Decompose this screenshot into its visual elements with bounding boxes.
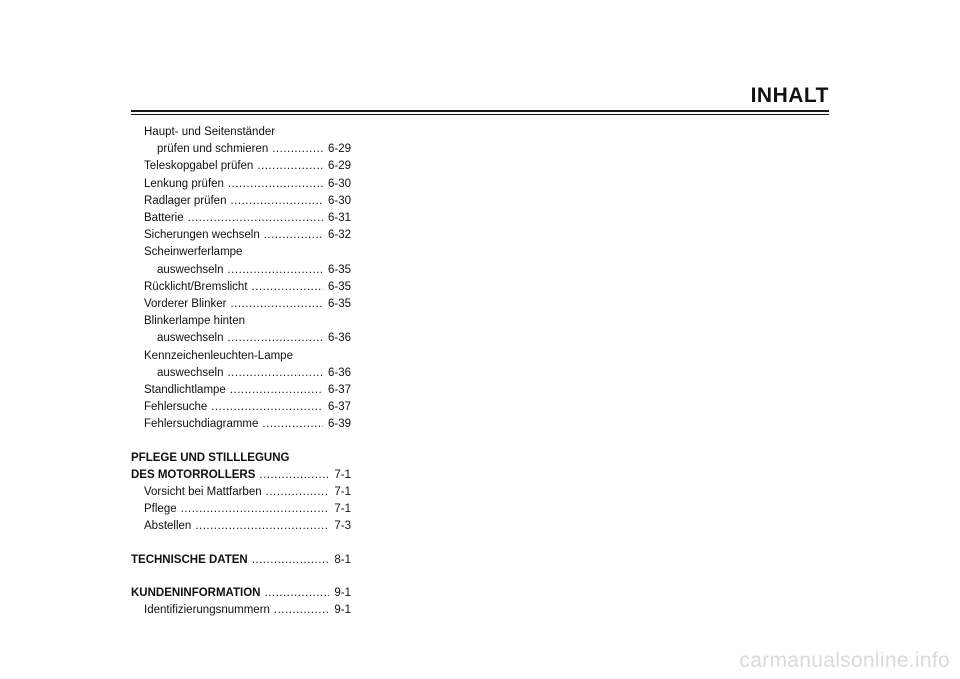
toc-entry[interactable] — [131, 484, 351, 501]
dot-leader — [181, 501, 330, 518]
toc-entry-text: Standlichtlampe — [144, 384, 226, 397]
toc-entry-text: Vorderer Blinker — [144, 298, 227, 311]
toc-entry[interactable] — [131, 296, 351, 313]
toc-entry-text: Vorsicht bei Mattfarben — [144, 486, 262, 499]
toc-page-number: 6-37 — [327, 384, 351, 397]
page-title: INHALT — [750, 84, 829, 107]
toc-entry-title: Scheinwerferlampe — [144, 246, 243, 259]
dot-leader — [188, 210, 323, 227]
toc-entry[interactable] — [131, 262, 351, 279]
toc-page-number: 6-35 — [327, 298, 351, 311]
toc-page-number: 6-30 — [327, 177, 351, 190]
toc-page-number: 7-1 — [334, 468, 351, 481]
dot-leader — [227, 330, 322, 347]
toc-entry[interactable] — [131, 210, 351, 227]
dot-leader — [274, 602, 329, 619]
header-rule-thin — [131, 114, 829, 115]
toc-page-number: 6-31 — [327, 212, 351, 225]
dot-leader — [266, 484, 330, 501]
toc-entry[interactable] — [131, 382, 351, 399]
dot-leader — [262, 416, 323, 433]
toc-chapter-text: KUNDENINFORMATION — [131, 586, 261, 599]
table-of-contents — [131, 124, 351, 619]
toc-entry[interactable] — [131, 279, 351, 296]
toc-chapter[interactable] — [131, 552, 351, 569]
dot-leader — [230, 193, 322, 210]
dot-leader — [227, 262, 322, 279]
dot-leader — [230, 382, 323, 399]
toc-entry-text: prüfen und schmieren — [157, 143, 269, 156]
toc-entry-title: Haupt- und Seitenständer — [144, 126, 276, 138]
dot-leader — [195, 518, 329, 535]
toc-page-number: 6-29 — [327, 143, 351, 156]
toc-entry-text: Lenkung prüfen — [144, 177, 224, 190]
toc-page-number: 6-37 — [327, 401, 351, 414]
section-spacer — [131, 536, 351, 552]
toc-entry[interactable] — [131, 227, 351, 244]
dot-leader — [257, 158, 323, 175]
toc-entry-title: Blinkerlampe hinten — [144, 315, 246, 328]
toc-page-number: 6-30 — [327, 194, 351, 207]
toc-entry-text: Sicherungen wechseln — [144, 229, 260, 242]
toc-chapter[interactable] — [131, 585, 351, 602]
toc-page-number: 9-1 — [334, 604, 351, 617]
toc-page-number: 6-36 — [327, 366, 351, 379]
dot-leader — [264, 227, 323, 244]
dot-leader — [211, 399, 323, 416]
toc-entry[interactable] — [131, 416, 351, 433]
toc-page-number: 9-1 — [334, 586, 351, 599]
dot-leader — [264, 585, 329, 602]
dot-leader — [259, 467, 329, 484]
section-spacer — [131, 434, 351, 450]
toc-entry-text: Batterie — [144, 212, 184, 225]
toc-entry-text: Abstellen — [144, 520, 192, 533]
toc-entry[interactable] — [131, 399, 351, 416]
toc-entry-text: auswechseln — [157, 366, 224, 379]
toc-entry[interactable] — [131, 501, 351, 518]
toc-chapter-text: DES MOTORROLLERS — [131, 468, 256, 481]
toc-page-number: 6-36 — [327, 332, 351, 345]
toc-entry-text: Fehlersuchdiagramme — [144, 418, 259, 431]
toc-page-number: 6-29 — [327, 160, 351, 173]
toc-entry-text: Radlager prüfen — [144, 194, 227, 207]
toc-entry-text: Teleskopgabel prüfen — [144, 160, 254, 173]
toc-page-number: 7-1 — [334, 486, 351, 499]
toc-entry[interactable] — [131, 176, 351, 193]
toc-chapter-title: PFLEGE UND STILLLEGUNG — [131, 451, 290, 464]
toc-entry[interactable] — [131, 141, 351, 158]
toc-entry[interactable] — [131, 158, 351, 175]
toc-entry[interactable] — [131, 330, 351, 347]
toc-entry-text: Rücklicht/Bremslicht — [144, 280, 248, 293]
toc-entry-text: Identifizierungsnummern — [144, 604, 270, 617]
toc-entry-text: Pflege — [144, 503, 177, 516]
watermark: carmanualsonline.info — [739, 649, 950, 672]
header-rule — [131, 110, 829, 112]
toc-entry-title: Kennzeichenleuchten-Lampe — [144, 349, 293, 362]
dot-leader — [272, 141, 323, 158]
toc-page-number: 6-35 — [327, 263, 351, 276]
dot-leader — [228, 176, 323, 193]
toc-page-number: 8-1 — [334, 553, 351, 566]
toc-page-number: 7-1 — [334, 503, 351, 516]
toc-page-number: 6-35 — [327, 280, 351, 293]
toc-entry-text: auswechseln — [157, 332, 224, 345]
toc-page-number: 6-32 — [327, 229, 351, 242]
toc-page-number: 7-3 — [334, 520, 351, 533]
toc-chapter[interactable] — [131, 467, 351, 484]
section-spacer — [131, 569, 351, 585]
dot-leader — [252, 552, 330, 569]
toc-entry-text: Fehlersuche — [144, 401, 208, 414]
toc-entry[interactable] — [131, 193, 351, 210]
dot-leader — [227, 365, 322, 382]
toc-entry[interactable] — [131, 365, 351, 382]
toc-entry-text: auswechseln — [157, 263, 224, 276]
toc-chapter-text: TECHNISCHE DATEN — [131, 553, 248, 566]
toc-page-number: 6-39 — [327, 418, 351, 431]
dot-leader — [252, 279, 323, 296]
toc-entry[interactable] — [131, 518, 351, 535]
dot-leader — [230, 296, 323, 313]
toc-entry[interactable] — [131, 602, 351, 619]
